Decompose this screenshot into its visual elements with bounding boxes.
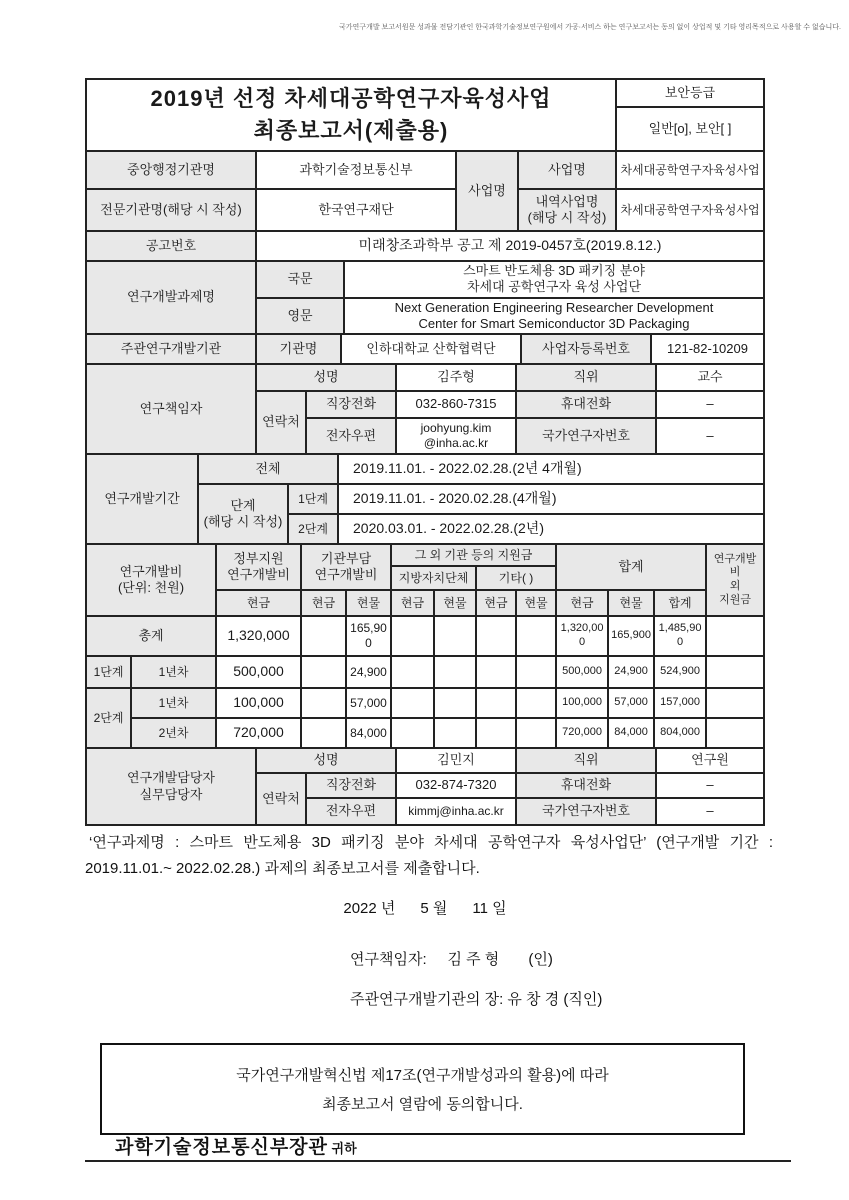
consent-line2: 최종보고서 열람에 동의합니다. bbox=[322, 1096, 523, 1113]
budget-cell-empty bbox=[301, 656, 346, 688]
staff-contact-label: 연락처 bbox=[256, 773, 306, 825]
budget-s2y1-sum-inkind: 57,000 bbox=[608, 688, 654, 718]
period-stage1-value: 2019.11.01. - 2020.02.28.(4개월) bbox=[338, 484, 764, 514]
pi-office-phone-value: 032-860-7315 bbox=[396, 391, 516, 418]
budget-section-label-line2: (단위: 천원) bbox=[117, 580, 185, 595]
budget-cell-empty bbox=[476, 688, 516, 718]
pi-position-value: 교수 bbox=[656, 364, 764, 391]
budget-cell-empty bbox=[516, 688, 556, 718]
budget-cell-empty bbox=[434, 688, 476, 718]
budget-cell-empty bbox=[706, 616, 764, 656]
pi-email-value bbox=[396, 418, 516, 454]
report-title-line2: 최종보고서(제출용) bbox=[253, 118, 449, 143]
pi-mobile-label: 휴대전화 bbox=[516, 391, 656, 418]
sub-program-value: 차세대공학연구자육성사업 bbox=[616, 189, 764, 231]
staff-section-label bbox=[86, 748, 256, 825]
budget-stage2-year2-label: 2년차 bbox=[131, 718, 216, 748]
staff-researcher-id-value: – bbox=[656, 798, 764, 825]
staff-position-value: 연구원 bbox=[656, 748, 764, 773]
staff-mobile-label: 휴대전화 bbox=[516, 773, 656, 798]
budget-table bbox=[85, 543, 765, 749]
budget-total-gov-cash: 1,320,000 bbox=[216, 616, 301, 656]
pi-office-phone-label: 직장전화 bbox=[306, 391, 396, 418]
staff-name-label: 성명 bbox=[256, 748, 396, 773]
lead-org-table bbox=[85, 333, 765, 365]
staff-table bbox=[85, 747, 765, 826]
business-reg-value: 121-82-10209 bbox=[651, 334, 764, 364]
budget-etc-cash-header: 현금 bbox=[476, 590, 516, 616]
period-stage-label bbox=[198, 484, 288, 544]
staff-mobile-value: – bbox=[656, 773, 764, 798]
consent-line1: 국가연구개발혁신법 제17조(연구개발성과의 활용)에 따라 bbox=[236, 1067, 609, 1084]
budget-etc-header: 기타( ) bbox=[476, 566, 556, 590]
budget-cell-empty bbox=[391, 656, 434, 688]
program-group-label: 사업명 bbox=[456, 151, 518, 231]
budget-gov-header-line2: 연구개발비 bbox=[227, 567, 290, 582]
period-stage2-label: 2단계 bbox=[288, 514, 338, 544]
report-title bbox=[86, 79, 616, 151]
budget-s2y2-sum-inkind: 84,000 bbox=[608, 718, 654, 748]
budget-extra-header-line1: 연구개발비 bbox=[713, 552, 757, 579]
budget-cell-empty bbox=[301, 718, 346, 748]
korean-title-value bbox=[344, 261, 764, 298]
budget-s2y1-gov-cash: 100,000 bbox=[216, 688, 301, 718]
budget-total-sum-total: 1,485,900 bbox=[654, 616, 706, 656]
consent-box bbox=[100, 1043, 745, 1135]
period-total-label: 전체 bbox=[198, 454, 338, 484]
budget-extra-header-line2: 외 bbox=[729, 580, 741, 592]
sub-program-label-line2: (해당 시 작성) bbox=[527, 210, 607, 225]
english-title-line2: Center for Smart Semiconductor 3D Packaging bbox=[418, 315, 690, 331]
korean-title-label: 국문 bbox=[256, 261, 344, 298]
budget-cell-empty bbox=[434, 718, 476, 748]
budget-total-inkind-header: 현물 bbox=[608, 590, 654, 616]
pi-name-value: 김주형 bbox=[396, 364, 516, 391]
agency-table bbox=[85, 150, 765, 232]
budget-section-label bbox=[86, 544, 216, 616]
budget-stage2-label: 2단계 bbox=[86, 688, 131, 748]
budget-cell-empty bbox=[434, 656, 476, 688]
project-title-table bbox=[85, 260, 765, 335]
budget-total-sum-inkind: 165,900 bbox=[608, 616, 654, 656]
notice-table bbox=[85, 230, 765, 262]
budget-cell-empty bbox=[476, 616, 516, 656]
staff-position-label: 직위 bbox=[516, 748, 656, 773]
budget-cell-empty bbox=[706, 656, 764, 688]
korean-title-line2: 차세대 공학연구자 육성 사업단 bbox=[466, 279, 642, 295]
english-title-value bbox=[344, 298, 764, 335]
budget-org-header-line1: 기관부담 bbox=[320, 550, 372, 566]
org-name-value: 인하대학교 산학협력단 bbox=[341, 334, 521, 364]
budget-extra-header bbox=[706, 544, 764, 616]
budget-total-sum-header: 합계 bbox=[654, 590, 706, 616]
budget-s1y1-sum-total: 524,900 bbox=[654, 656, 706, 688]
budget-row-stage2-year2 bbox=[86, 718, 764, 748]
central-agency-label: 중앙행정기관명 bbox=[86, 151, 256, 189]
budget-cell-empty bbox=[516, 718, 556, 748]
staff-office-phone-label: 직장전화 bbox=[306, 773, 396, 798]
budget-s2y1-sum-cash: 100,000 bbox=[556, 688, 608, 718]
budget-stage2-year1-label: 1년차 bbox=[131, 688, 216, 718]
notice-number-value: 미래창조과학부 공고 제 2019-0457호(2019.8.12.) bbox=[256, 231, 764, 261]
budget-s1y1-sum-cash: 500,000 bbox=[556, 656, 608, 688]
english-title-label: 영문 bbox=[256, 298, 344, 335]
pi-position-label: 직위 bbox=[516, 364, 656, 391]
staff-section-label-line1: 연구개발담당자 bbox=[127, 770, 215, 786]
korean-title-line1: 스마트 반도체용 3D 패키징 분야 bbox=[463, 263, 645, 278]
org-head-signature-line: 주관연구개발기관의 장: 유 창 경 (직인) bbox=[350, 991, 603, 1008]
budget-total-header: 합계 bbox=[556, 544, 706, 590]
central-agency-value: 과학기술정보통신부 bbox=[256, 151, 456, 189]
budget-s2y2-sum-cash: 720,000 bbox=[556, 718, 608, 748]
budget-total-org-inkind: 165,900 bbox=[346, 616, 391, 656]
budget-gov-header-line1: 정부지원 bbox=[233, 550, 284, 566]
budget-localgov-inkind-header: 현물 bbox=[434, 590, 476, 616]
budget-row-stage2-year1 bbox=[86, 688, 764, 718]
budget-row-stage1-year1 bbox=[86, 656, 764, 688]
period-stage2-value: 2020.03.01. - 2022.02.28.(2년) bbox=[338, 514, 764, 544]
pi-email-label: 전자우편 bbox=[306, 418, 396, 454]
budget-cell-empty bbox=[476, 718, 516, 748]
budget-total-cash-header: 현금 bbox=[556, 590, 608, 616]
budget-s2y1-sum-total: 157,000 bbox=[654, 688, 706, 718]
english-title-line1: Next Generation Engineering Researcher Development bbox=[394, 299, 714, 315]
budget-etc-inkind-header: 현물 bbox=[516, 590, 556, 616]
pi-email-line2: @inha.ac.kr bbox=[423, 436, 489, 450]
report-cover-table bbox=[85, 78, 765, 826]
staff-section-label-line2: 실무담당자 bbox=[139, 786, 203, 802]
budget-cell-empty bbox=[516, 616, 556, 656]
budget-org-header-line2: 연구개발비 bbox=[314, 567, 378, 582]
budget-cell-empty bbox=[476, 656, 516, 688]
budget-s1y1-org-inkind: 24,900 bbox=[346, 656, 391, 688]
budget-cell-empty bbox=[706, 688, 764, 718]
period-stage-label-line1: 단계 bbox=[230, 497, 256, 513]
budget-cell-empty bbox=[301, 688, 346, 718]
staff-office-phone-value: 032-874-7320 bbox=[396, 773, 516, 798]
budget-s2y2-gov-cash: 720,000 bbox=[216, 718, 301, 748]
budget-s2y2-sum-total: 804,000 bbox=[654, 718, 706, 748]
budget-other-header: 그 외 기관 등의 지원금 bbox=[391, 544, 556, 566]
budget-total-sum-cash: 1,320,000 bbox=[556, 616, 608, 656]
addressee-name: 과학기술정보통신부장관 bbox=[115, 1137, 328, 1158]
budget-gov-cash-header: 현금 bbox=[216, 590, 301, 616]
bottom-rule bbox=[85, 1160, 791, 1162]
security-grade-value: 일반[o], 보안[ ] bbox=[616, 107, 764, 151]
budget-cell-empty bbox=[391, 688, 434, 718]
notice-number-label: 공고번호 bbox=[86, 231, 256, 261]
budget-row-total-label: 총계 bbox=[86, 616, 216, 656]
top-disclaimer: 국가연구개발 보고서원문 성과물 전담기관인 한국과학기술정보연구원에서 가공·서비스 하는 연구보고서는 동의 없이 상업적 및 기타 영리목적으로 사용할 수 없습니다. bbox=[339, 24, 841, 31]
submission-statement: ‘연구과제명 : 스마트 반도체용 3D 패키징 분야 차세대 공학연구자 육성사업단’ (연구개발 기간 : 2019.11.01.~ 2022.02.28.) 과제의 최종보고서를 제출합니다. bbox=[85, 834, 773, 878]
pi-researcher-id-label: 국가연구자번호 bbox=[516, 418, 656, 454]
pi-mobile-value: – bbox=[656, 391, 764, 418]
lead-org-label: 주관연구개발기관 bbox=[86, 334, 256, 364]
program-name-label: 사업명 bbox=[518, 151, 616, 189]
program-name-value: 차세대공학연구자육성사업 bbox=[616, 151, 764, 189]
period-stage-label-line2: (해당 시 작성) bbox=[203, 514, 283, 529]
budget-s1y1-sum-inkind: 24,900 bbox=[608, 656, 654, 688]
budget-cell-empty bbox=[391, 616, 434, 656]
budget-cell-empty bbox=[301, 616, 346, 656]
pi-section-label: 연구책임자 bbox=[86, 364, 256, 454]
pi-signature-line: 연구책임자: 김 주 형 (인) bbox=[350, 951, 553, 968]
budget-cell-empty bbox=[516, 656, 556, 688]
addressee-suffix: 귀하 bbox=[327, 1141, 357, 1156]
submission-date: 2022 년 5 월 11 일 bbox=[343, 900, 507, 917]
budget-extra-header-line3: 지원금 bbox=[719, 593, 751, 606]
budget-cell-empty bbox=[434, 616, 476, 656]
budget-cell-empty bbox=[706, 718, 764, 748]
org-name-label: 기관명 bbox=[256, 334, 341, 364]
budget-stage1-year1-label: 1년차 bbox=[131, 656, 216, 688]
budget-localgov-header: 지방자치단체 bbox=[391, 566, 476, 590]
business-reg-label: 사업자등록번호 bbox=[521, 334, 651, 364]
addressee bbox=[115, 1132, 357, 1159]
period-section-label: 연구개발기간 bbox=[86, 454, 198, 544]
pi-table bbox=[85, 363, 765, 455]
specialized-agency-value: 한국연구재단 bbox=[256, 189, 456, 231]
pi-researcher-id-value: – bbox=[656, 418, 764, 454]
report-title-line1: 2019년 선정 차세대공학연구자육성사업 bbox=[150, 86, 552, 112]
budget-row-total bbox=[86, 616, 764, 656]
sub-program-label-line1: 내역사업명 bbox=[535, 193, 599, 209]
staff-email-value: kimmj@inha.ac.kr bbox=[396, 798, 516, 825]
staff-email-label: 전자우편 bbox=[306, 798, 396, 825]
period-total-value: 2019.11.01. - 2022.02.28.(2년 4개월) bbox=[338, 454, 764, 484]
budget-s1y1-gov-cash: 500,000 bbox=[216, 656, 301, 688]
staff-name-value: 김민지 bbox=[396, 748, 516, 773]
specialized-agency-label: 전문기관명(해당 시 작성) bbox=[86, 189, 256, 231]
staff-researcher-id-label: 국가연구자번호 bbox=[516, 798, 656, 825]
period-stage1-label: 1단계 bbox=[288, 484, 338, 514]
budget-s2y1-org-inkind: 57,000 bbox=[346, 688, 391, 718]
budget-section-label-line1: 연구개발비 bbox=[119, 563, 183, 579]
security-grade-label: 보안등급 bbox=[616, 79, 764, 107]
project-title-label: 연구개발과제명 bbox=[86, 261, 256, 334]
budget-org-cash-header: 현금 bbox=[301, 590, 346, 616]
budget-stage1-label: 1단계 bbox=[86, 656, 131, 688]
budget-org-header bbox=[301, 544, 391, 590]
pi-name-label: 성명 bbox=[256, 364, 396, 391]
period-table bbox=[85, 453, 765, 545]
budget-org-inkind-header: 현물 bbox=[346, 590, 391, 616]
budget-gov-header bbox=[216, 544, 301, 590]
sub-program-label bbox=[518, 189, 616, 231]
pi-contact-label: 연락처 bbox=[256, 391, 306, 454]
budget-s2y2-org-inkind: 84,000 bbox=[346, 718, 391, 748]
budget-cell-empty bbox=[391, 718, 434, 748]
budget-localgov-cash-header: 현금 bbox=[391, 590, 434, 616]
pi-email-line1: joohyung.kim bbox=[420, 421, 492, 435]
title-table bbox=[85, 78, 765, 152]
